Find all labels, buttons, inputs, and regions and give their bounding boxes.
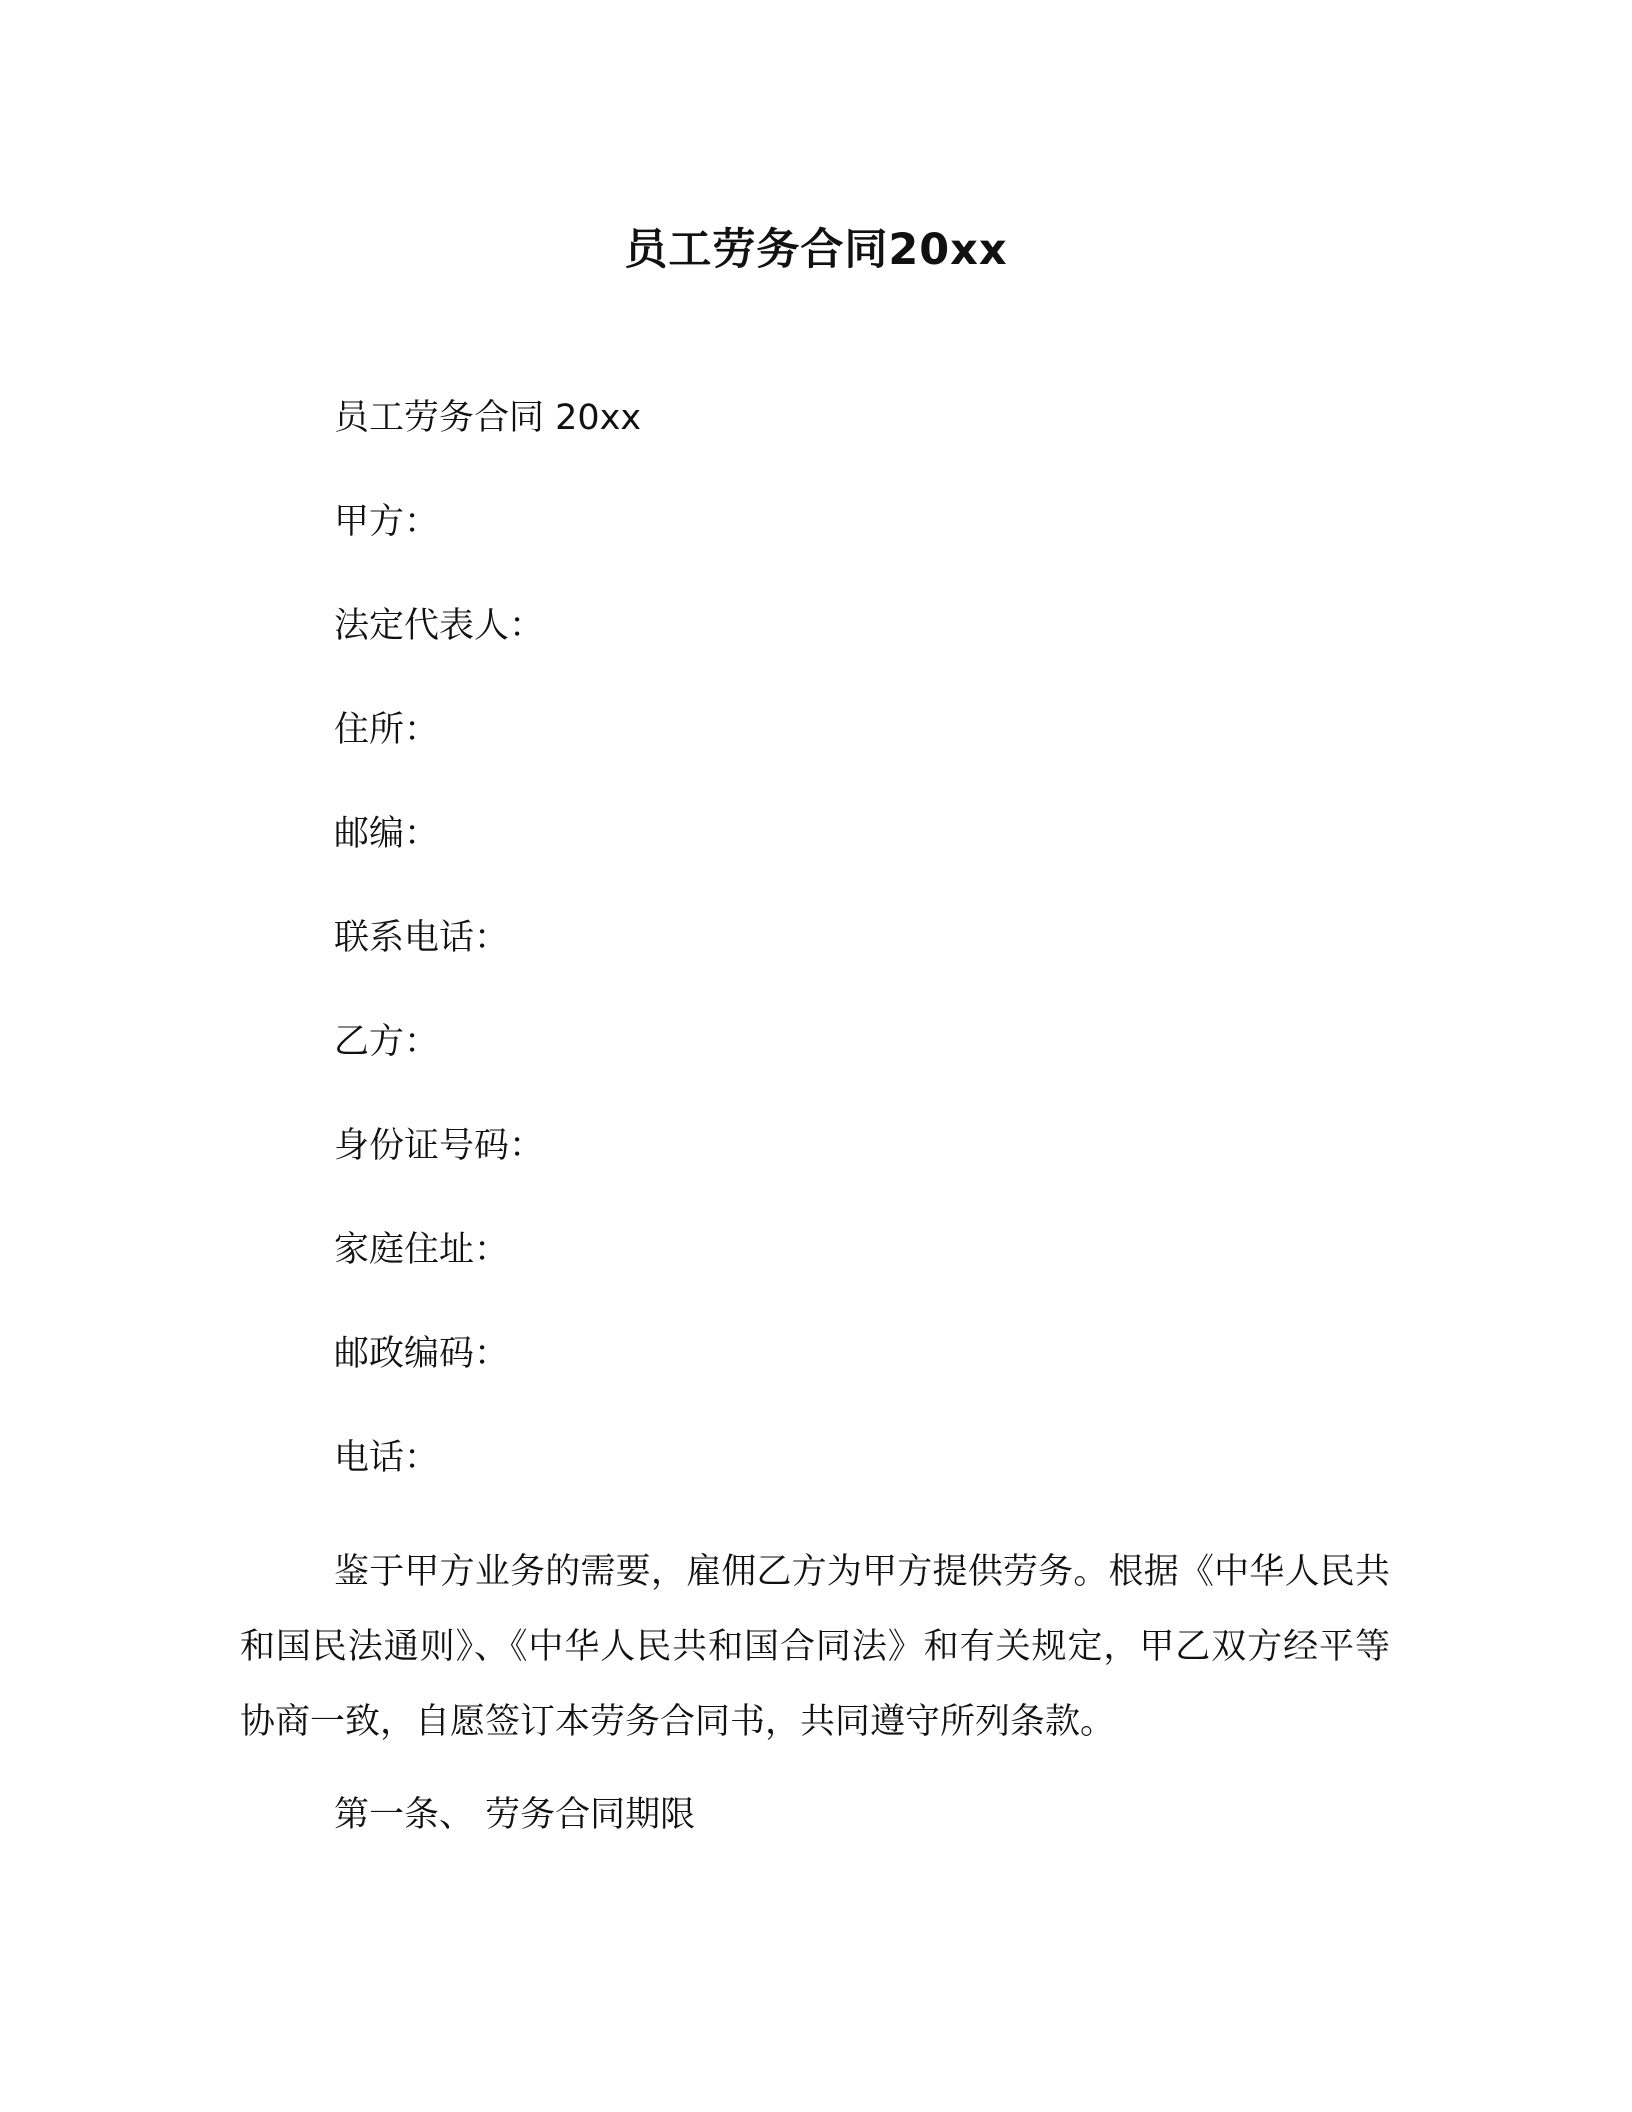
subtitle-line: 员工劳务合同 20xx — [334, 398, 642, 438]
id-number-label: 身份证号码： — [334, 1126, 545, 1166]
residence-label: 住所： — [334, 710, 440, 750]
party-a-label: 甲方： — [334, 502, 440, 542]
postal-code-label: 邮政编码： — [334, 1334, 510, 1374]
preamble-paragraph: 鉴于甲方业务的需要，雇佣乙方为甲方提供劳务。根据《中华人民共和国民法通则》、《中华人民共和国合同法》和有关规定，甲乙双方经平等协商一致，自愿签订本劳务合同书，共同遵守所列条款。 — [240, 1552, 1390, 1742]
party-b-label: 乙方： — [334, 1022, 440, 1062]
section-one-heading: 第一条、 劳务合同期限 — [334, 1795, 696, 1835]
document-title: 员工劳务合同20xx — [624, 225, 1008, 275]
party-info-list — [334, 393, 641, 1537]
phone-label: 电话： — [334, 1438, 440, 1478]
home-address-label: 家庭住址： — [334, 1230, 510, 1270]
contact-phone-label: 联系电话： — [334, 918, 510, 958]
legal-representative-label: 法定代表人： — [334, 606, 545, 646]
postcode-label: 邮编： — [334, 814, 440, 854]
